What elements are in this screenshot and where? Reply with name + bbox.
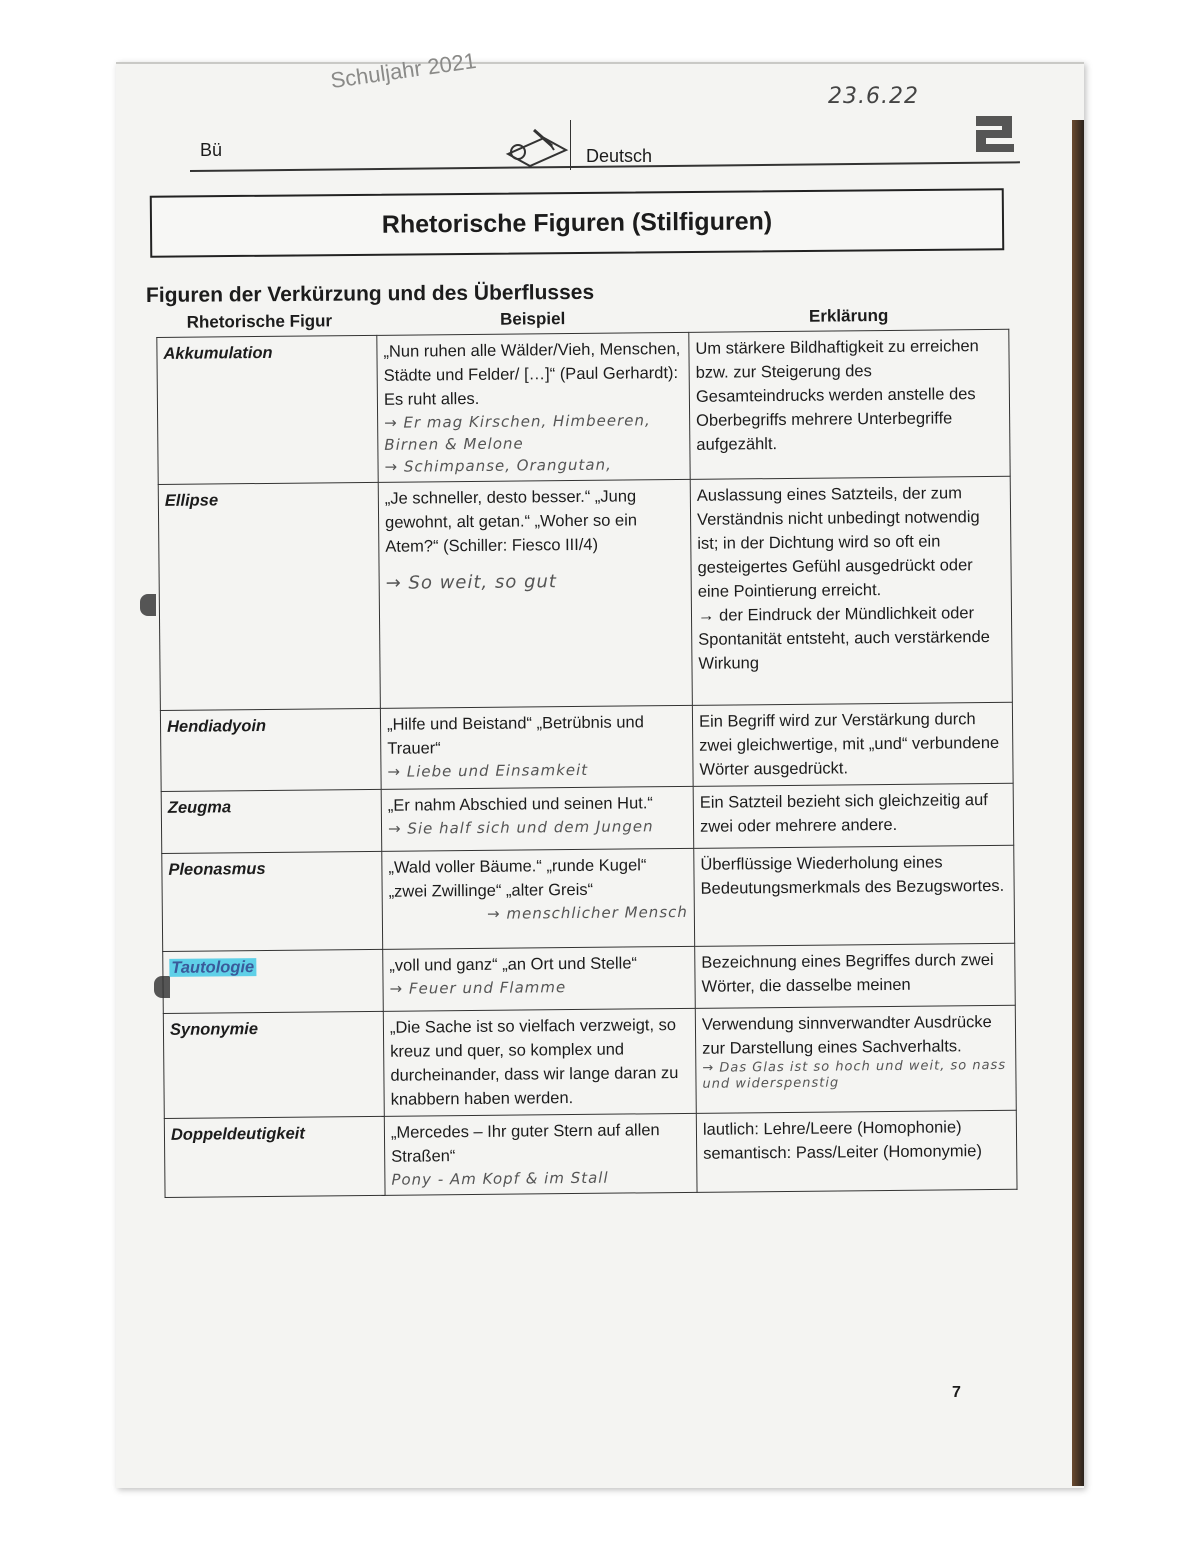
handwritten-note: → Liebe und Einsamkeit (387, 760, 589, 781)
example-cell (380, 705, 693, 789)
handwritten-note: → So weit, so gut (385, 571, 558, 594)
explanation-text: Auslassung eines Satzteils, der zum Verständnis nicht unbedingt notwendig ist; in der Dichtung wird so oft ein gesteigertes Gefühl ausgedrückt oder eine Pointierung erreicht. (696, 484, 980, 601)
figure-cell: Zeugma (161, 789, 382, 853)
figures-table (156, 297, 1018, 1198)
table-row (161, 783, 1014, 853)
figures-table-container (156, 297, 1017, 1198)
page-title: Rhetorische Figuren (Stilfiguren) (150, 188, 1005, 257)
handwritten-note: → Feuer und Flamme (389, 978, 567, 998)
example-cell (382, 848, 695, 949)
section-heading: Figuren der Verkürzung und des Überflusses (145, 280, 595, 307)
example-cell (383, 946, 696, 1011)
example-text: „voll und ganz“ „an Ort und Stelle“ (389, 954, 638, 975)
explanation-text: Verwendung sinnverwandter Ausdrücke zur Darstellung eines Sachverhalts. (701, 1013, 992, 1058)
example-text: „Wald voller Bäume.“ „runde Kugel“ „zwei Zwillinge“ „alter Greis“ (388, 856, 647, 901)
figure-cell: Pleonasmus (162, 851, 383, 951)
column-header-explanation: Erklärung (808, 305, 889, 326)
teacher-initials: Bü (200, 140, 223, 160)
handwritten-note: → Das Glas ist so hoch und weit, so nass und widerspenstig (702, 1057, 1007, 1092)
table-row (157, 329, 1010, 484)
handwritten-note: → Sie half sich und dem Jungen (387, 817, 654, 838)
explanation-cell: Bezeichnung eines Begriffes durch zwei Wörter, die dasselbe meinen (695, 943, 1016, 1008)
explanation-cell: Ein Begriff wird zur Verstärkung durch zwei gleichwertige, mit „und“ verbundene Wörter ausgedrückt. (692, 702, 1013, 786)
figure-cell (163, 949, 384, 1013)
handwritten-note: → Schimpanse, Orangutan, (384, 455, 612, 476)
example-cell (381, 786, 694, 851)
table-row (162, 845, 1015, 951)
example-text: „Hilfe und Beistand“ „Betrübnis und Trauer“ (386, 713, 644, 758)
table-row (163, 943, 1016, 1013)
explanation-cell (695, 1005, 1016, 1113)
school-year-stamp: Schuljahr 2021 (328, 47, 478, 94)
hand-writing-icon (504, 124, 570, 168)
example-text: „Mercedes – Ihr guter Stern auf allen Straßen“ (390, 1121, 660, 1166)
figure-cell: Akkumulation (157, 335, 378, 484)
example-cell (384, 1113, 697, 1195)
table-row (163, 1005, 1016, 1118)
school-logo-icon (974, 114, 1016, 154)
highlighted-figure: Tautologie (171, 958, 255, 977)
handwritten-note: Pony - Am Kopf & im Stall (391, 1168, 609, 1189)
column-header-example: Beispiel (499, 309, 566, 329)
example-cell: „Die Sache ist so vielfach verzweigt, so kreuz und quer, so komplex und durcheinander, dass wir lange daran zu knabbern haben werden. (383, 1008, 696, 1116)
column-header-figure: Rhetorische Figur (186, 311, 333, 332)
explanation-cell: Überflüssige Wiederholung eines Bedeutungsmerkmals des Bezugswortes. (694, 845, 1015, 946)
example-cell (377, 332, 690, 482)
explanation-cell (690, 476, 1012, 705)
page-number: 7 (952, 1384, 961, 1401)
folder-edge (1072, 120, 1084, 1486)
figure-cell: Ellipse (158, 482, 380, 710)
figure-cell: Synonymie (163, 1011, 384, 1118)
example-text: „Je schneller, desto besser.“ „Jung gewohnt, alt getan.“ „Woher so ein Atem?“ (Schiller: Fiesco III/4) (384, 487, 638, 556)
figure-cell: Doppeldeutigkeit (164, 1116, 385, 1197)
figure-cell: Hendiadyoin (160, 708, 381, 791)
table-row (158, 476, 1012, 710)
handwritten-note: → menschlicher Mensch (487, 902, 688, 923)
punch-hole-mark (140, 594, 156, 616)
explanation-cell: lautlich: Lehre/Leere (Homophonie) semantisch: Pass/Leiter (Homonymie) (696, 1110, 1017, 1192)
table-row (160, 702, 1013, 791)
explanation-cell: Ein Satzteil bezieht sich gleichzeitig auf zwei oder mehrere andere. (693, 783, 1014, 848)
explanation-text: → der Eindruck der Mündlichkeit oder Spontanität entsteht, auch verstärkende Wirkung (697, 604, 991, 673)
header-divider (570, 120, 571, 170)
handwritten-note: → Er mag Kirschen, Himbeeren, Birnen & Melone (384, 411, 651, 454)
explanation-cell: Um stärkere Bildhaftigkeit zu erreichen bzw. zur Steigerung des Gesamteindrucks werden anstelle des Oberbegriffs mehrere Unterbegriffe aufgezählt. (689, 329, 1010, 479)
table-row (164, 1110, 1017, 1197)
example-text: „Er nahm Abschied und seinen Hut.“ (387, 794, 653, 815)
example-text: „Nun ruhen alle Wälder/Vieh, Menschen, Städte und Felder/ […]“ (Paul Gerhardt): Es ruht alles. (383, 339, 681, 409)
subject-label: Deutsch (586, 146, 653, 166)
handwritten-date: 23.6.22 (828, 84, 919, 109)
example-cell (378, 479, 692, 708)
